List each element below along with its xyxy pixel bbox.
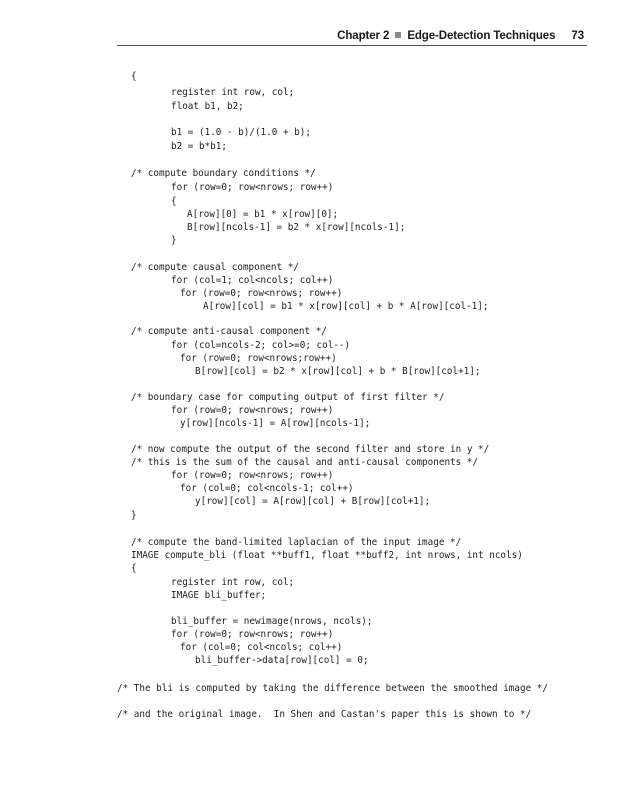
code-line: }	[171, 235, 177, 246]
code-line: y[row][ncols-1] = A[row][ncols-1];	[180, 418, 371, 429]
code-line: float b1, b2;	[171, 101, 244, 112]
code-line: register int row, col;	[171, 577, 295, 588]
code-line: for (row=0; row<nrows;row++)	[180, 353, 337, 364]
page-header	[0, 0, 636, 48]
code-comment: /* compute the band-limited laplacian of the input image */	[131, 537, 462, 548]
code-line: {	[131, 563, 137, 574]
code-comment: /* this is the sum of the causal and anti-causal components */	[131, 457, 479, 468]
chapter-label: Chapter 2	[337, 30, 390, 42]
code-line: for (row=0; row<nrows; row++)	[171, 182, 334, 193]
code-line: for (row=0; row<nrows; row++)	[171, 405, 334, 416]
code-comment: /* and the original image. In Shen and Castan's paper this is shown to */	[117, 709, 532, 720]
header-rule	[117, 45, 587, 46]
chapter-title: Edge-Detection Techniques	[407, 30, 556, 42]
code-line: for (col=ncols-2; col>=0; col--)	[171, 340, 351, 351]
code-line: bli_buffer = newimage(nrows, ncols);	[171, 616, 373, 627]
code-line: register int row, col;	[171, 87, 295, 98]
code-line: for (row=0; row<nrows; row++)	[171, 629, 334, 640]
code-line: for (col=0; col<ncols-1; col++)	[180, 483, 354, 494]
code-line: A[row][col] = b1 * x[row][col] + b * A[row][col-1];	[203, 301, 489, 312]
code-line: IMAGE bli_buffer;	[171, 590, 267, 601]
code-comment: /* boundary case for computing output of first filter */	[131, 392, 445, 403]
code-comment: /* compute causal component */	[131, 262, 299, 273]
page-number: 73	[571, 30, 584, 42]
code-line: {	[171, 196, 177, 207]
code-line: b1 = (1.0 - b)/(1.0 + b);	[171, 127, 311, 138]
code-line: b2 = b*b1;	[171, 141, 227, 152]
code-line: A[row][0] = b1 * x[row][0];	[187, 209, 339, 220]
code-line: B[row][ncols-1] = b2 * x[row][ncols-1];	[187, 222, 406, 233]
code-line: B[row][col] = b2 * x[row][col] + b * B[row][col+1];	[195, 366, 481, 377]
code-comment: /* compute anti-causal component */	[131, 326, 327, 337]
code-comment: /* compute boundary conditions */	[131, 168, 316, 179]
code-line: y[row][col] = A[row][col] + B[row][col+1];	[195, 496, 431, 507]
code-line: for (row=0; row<nrows; row++)	[171, 470, 334, 481]
running-head	[337, 30, 584, 42]
code-line: for (col=1; col<ncols; col++)	[171, 275, 334, 286]
code-line: {	[131, 71, 137, 82]
square-bullet-icon	[395, 32, 401, 38]
code-line: }	[131, 510, 137, 521]
code-comment: /* The bli is computed by taking the difference between the smoothed image */	[117, 683, 548, 694]
code-line: for (col=0; col<ncols; col++)	[180, 642, 343, 653]
code-line: IMAGE compute_bli (float **buff1, float **buff2, int nrows, int ncols)	[131, 550, 523, 561]
code-comment: /* now compute the output of the second filter and store in y */	[131, 444, 490, 455]
code-line: for (row=0; row<nrows; row++)	[180, 288, 343, 299]
code-line: bli_buffer->data[row][col] = 0;	[195, 655, 369, 666]
